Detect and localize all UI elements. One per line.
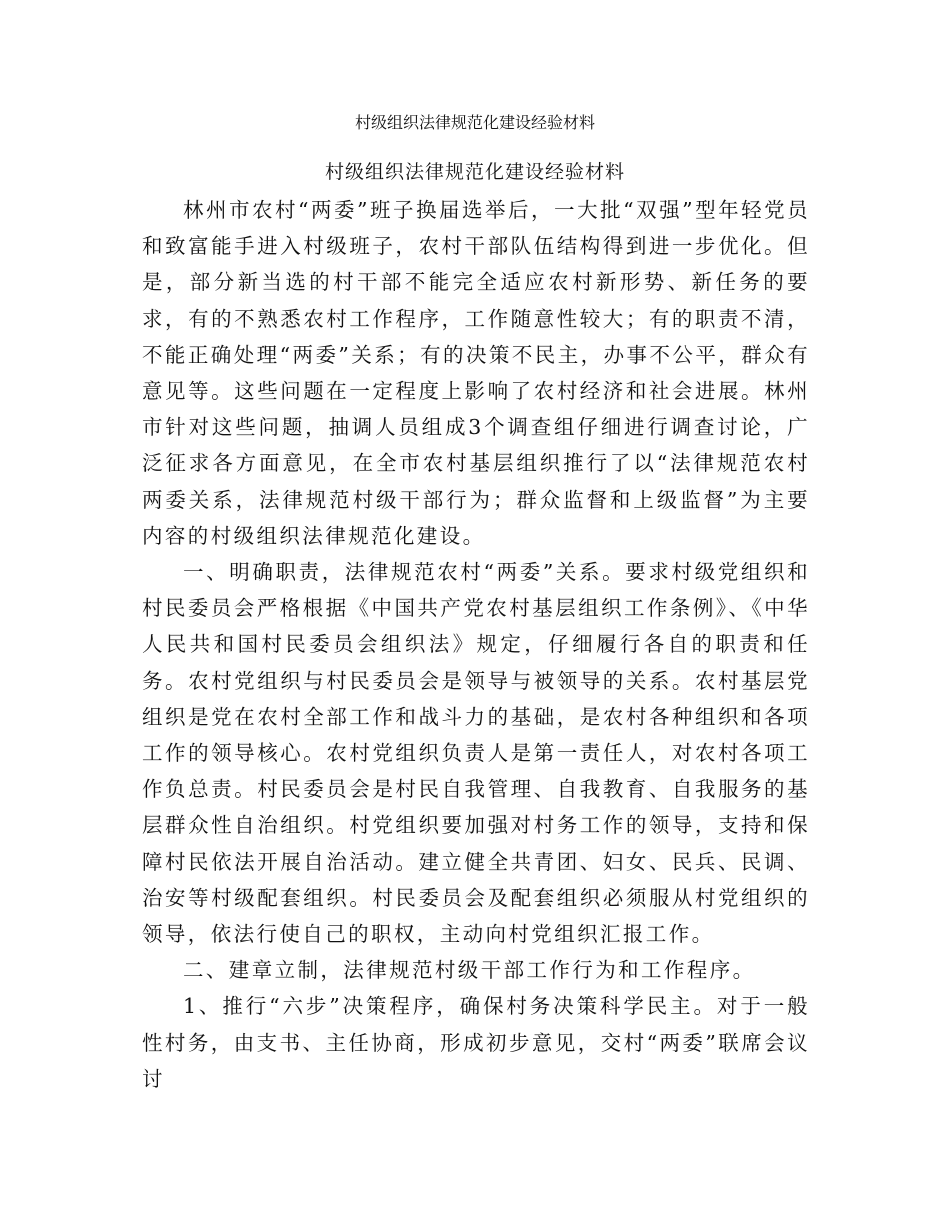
paragraph-intro: 林州市农村“两委”班子换届选举后，一大批“双强”型年轻党员和致富能手进入村级班子，农村干部队伍结构得到进一步优化。但是，部分新当选的村干部不能完全适应农村新形势、新任务的要求，有的不熟悉农村工作程序，工作随意性较大；有的职责不清，不能正确处理“两委”关系；有的决策不民主，办事不公平，群众有意见等。这些问题在一定程度上影响了农村经济和社会进展。林州市针对这些问题，抽调人员组成3个调查组仔细进行调查讨论，广泛征求各方面意见，在全市农村基层组织推行了以“法律规范农村两委关系，法律规范村级干部行为；群众监督和上级监督”为主要内容的村级组织法律规范化建设。 (142, 198, 810, 548)
document-body (142, 192, 810, 1097)
page-header-title: 村级组织法律规范化建设经验材料 (354, 113, 595, 132)
paragraph-section-2-item-1: 1、推行“六步”决策程序，确保村务决策科学民主。对于一般性村务，由支书、主任协商，形成初步意见，交村“两委”联席会议讨 (142, 994, 810, 1091)
paragraph-section-1: 一、明确职责，法律规范农村“两委”关系。要求村级党组织和村民委员会严格根据《中国共产党农村基层组织工作条例》、《中华人民共和国村民委员会组织法》规定，仔细履行各自的职责和任务。农村党组织与村民委员会是领导与被领导的关系。农村基层党组织是党在农村全部工作和战斗力的基础，是农村各种组织和各项工作的领导核心。农村党组织负责人是第一责任人，对农村各项工作负总责。村民委员会是村民自我管理、自我教育、自我服务的基层群众性自治组织。村党组织要加强对村务工作的领导，支持和保障村民依法开展自治活动。建立健全共青团、妇女、民兵、民调、治安等村级配套组织。村民委员会及配套组织必须服从村党组织的领导，依法行使自己的职权，主动向村党组织汇报工作。 (142, 560, 810, 947)
document-title: 村级组织法律规范化建设经验材料 (324, 161, 625, 183)
paragraph-section-2-heading: 二、建章立制，法律规范村级干部工作行为和工作程序。 (183, 958, 756, 983)
